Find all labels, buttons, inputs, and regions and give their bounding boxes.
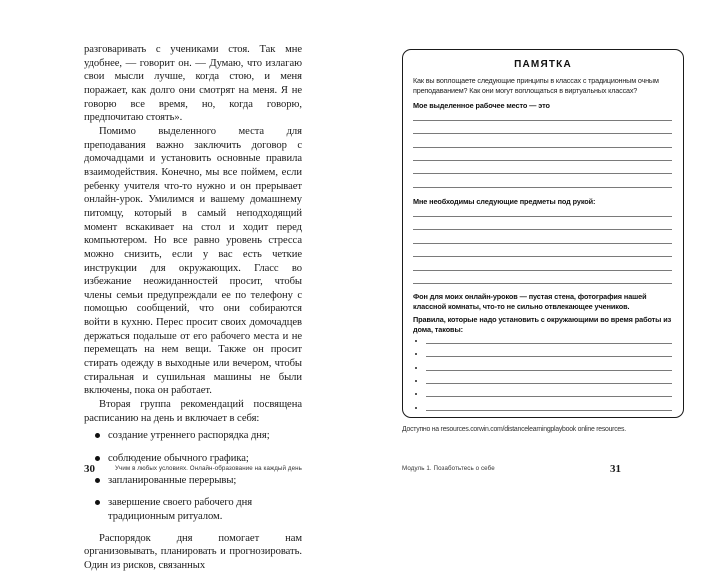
left-page-body bbox=[84, 43, 302, 573]
memo-title: ПАМЯТКА bbox=[514, 59, 572, 70]
write-line[interactable] bbox=[413, 160, 672, 161]
section-rules-label: Правила, которые надо установить с окружающими во время работы из дома, таковы: bbox=[413, 315, 672, 334]
online-resources-note: Доступно на resources.corwin.com/distancelearningplaybook online resources. bbox=[402, 426, 626, 433]
bullet-item: завершение своего рабочего дня традиционным ритуалом. bbox=[84, 496, 302, 523]
closing-paragraph: Распорядок дня помогает нам организовывать, планировать и прогнозировать. Один из рисков, связанных bbox=[84, 532, 302, 571]
bullet-item: запланированные перерывы; bbox=[84, 474, 302, 488]
write-line[interactable] bbox=[413, 187, 672, 188]
write-line[interactable] bbox=[413, 243, 672, 244]
rule-bullet-line[interactable] bbox=[413, 410, 672, 418]
write-line[interactable] bbox=[413, 173, 672, 174]
running-head-left: Учим в любых условиях. Онлайн-образование на каждый день bbox=[115, 465, 302, 472]
paragraph-1: разговаривать с учениками стоя. Так мне удобнее, — говорит он. — Думаю, что излагаю свои мысли лучше, когда стою, и меня поражает, как долго они смотрят на меня. Я не говорю все время, но, когда говорю, предпочитаю стоять». bbox=[84, 44, 302, 124]
bullet-item: соблюдение обычного графика; bbox=[84, 452, 302, 466]
bullet-dot-icon bbox=[415, 380, 417, 382]
bullet-icon bbox=[95, 500, 100, 505]
bullet-icon bbox=[95, 456, 100, 461]
write-line[interactable] bbox=[413, 229, 672, 230]
schedule-bullet-list bbox=[84, 429, 302, 523]
rule-bullet-line[interactable] bbox=[413, 356, 672, 364]
bullet-dot-icon bbox=[415, 340, 417, 342]
bullet-dot-icon bbox=[415, 367, 417, 369]
write-line[interactable] bbox=[413, 133, 672, 134]
right-page bbox=[352, 0, 704, 500]
rule-bullet-line[interactable] bbox=[413, 370, 672, 378]
section-supplies-label: Мне необходимы следующие предметы под рукой: bbox=[413, 197, 596, 206]
rule-bullet-line[interactable] bbox=[413, 383, 672, 391]
write-line[interactable] bbox=[413, 147, 672, 148]
rule-bullet-line[interactable] bbox=[413, 343, 672, 351]
write-line[interactable] bbox=[413, 120, 672, 121]
section-background-label: Фон для моих онлайн-уроков — пустая стена, фотография нашей классной комнаты, что-то не сильно отвлекающее учеников. bbox=[413, 292, 647, 311]
bullet-dot-icon bbox=[415, 407, 417, 409]
write-line[interactable] bbox=[413, 270, 672, 271]
paragraph-3: Вторая группа рекомендаций посвящена расписанию на день и включает в себя: bbox=[84, 399, 302, 424]
write-line[interactable] bbox=[413, 283, 672, 284]
bullet-icon bbox=[95, 433, 100, 438]
bullet-dot-icon bbox=[415, 393, 417, 395]
rule-bullet-line[interactable] bbox=[413, 396, 672, 404]
memo-intro: Как вы воплощаете следующие принципы в классах с традиционным очным преподаванием? Как они могут воплощаться в виртуальных классах? bbox=[413, 76, 659, 95]
memo-worksheet-box bbox=[402, 49, 684, 418]
write-line[interactable] bbox=[413, 256, 672, 257]
bullet-icon bbox=[95, 478, 100, 483]
write-line[interactable] bbox=[413, 216, 672, 217]
page-number-right: 31 bbox=[610, 463, 621, 475]
page-number-left: 30 bbox=[84, 463, 95, 475]
bullet-dot-icon bbox=[415, 353, 417, 355]
bullet-item: создание утреннего распорядка дня; bbox=[84, 429, 302, 443]
section-workspace-label: Мое выделенное рабочее место — это bbox=[413, 101, 550, 110]
running-head-right: Модуль 1. Позаботьтесь о себе bbox=[402, 465, 495, 472]
left-page bbox=[0, 0, 352, 571]
paragraph-2: Помимо выделенного места для преподавания важно заключить договор с домочадцами и установить основные правила взаимодействия. Конечно, мы все поймем, если ребенку учителя что-то нужно и он прерывает онлайн-урок. Умилимся и вашему домашнему питомцу, который в самый неподходящий момент вскакивает на стол и ходит перед компьютером. Но все равно уровень стресса можно снизить, если у вас есть четкие инструкции для окружающих. Гласс во избежание неожиданностей просит, чтобы члены семьи предупреждали ее по телефону с помощью сообщений, что они собираются войти в кухню. Перес просит своих домочадцев держаться подальше от его рабочего места и не перемещать на нем вещи. Также он просит стирать одежду в выходные или вечером, чтобы стиральная и сушильная машины не были включены, пока он работает. bbox=[84, 125, 302, 397]
